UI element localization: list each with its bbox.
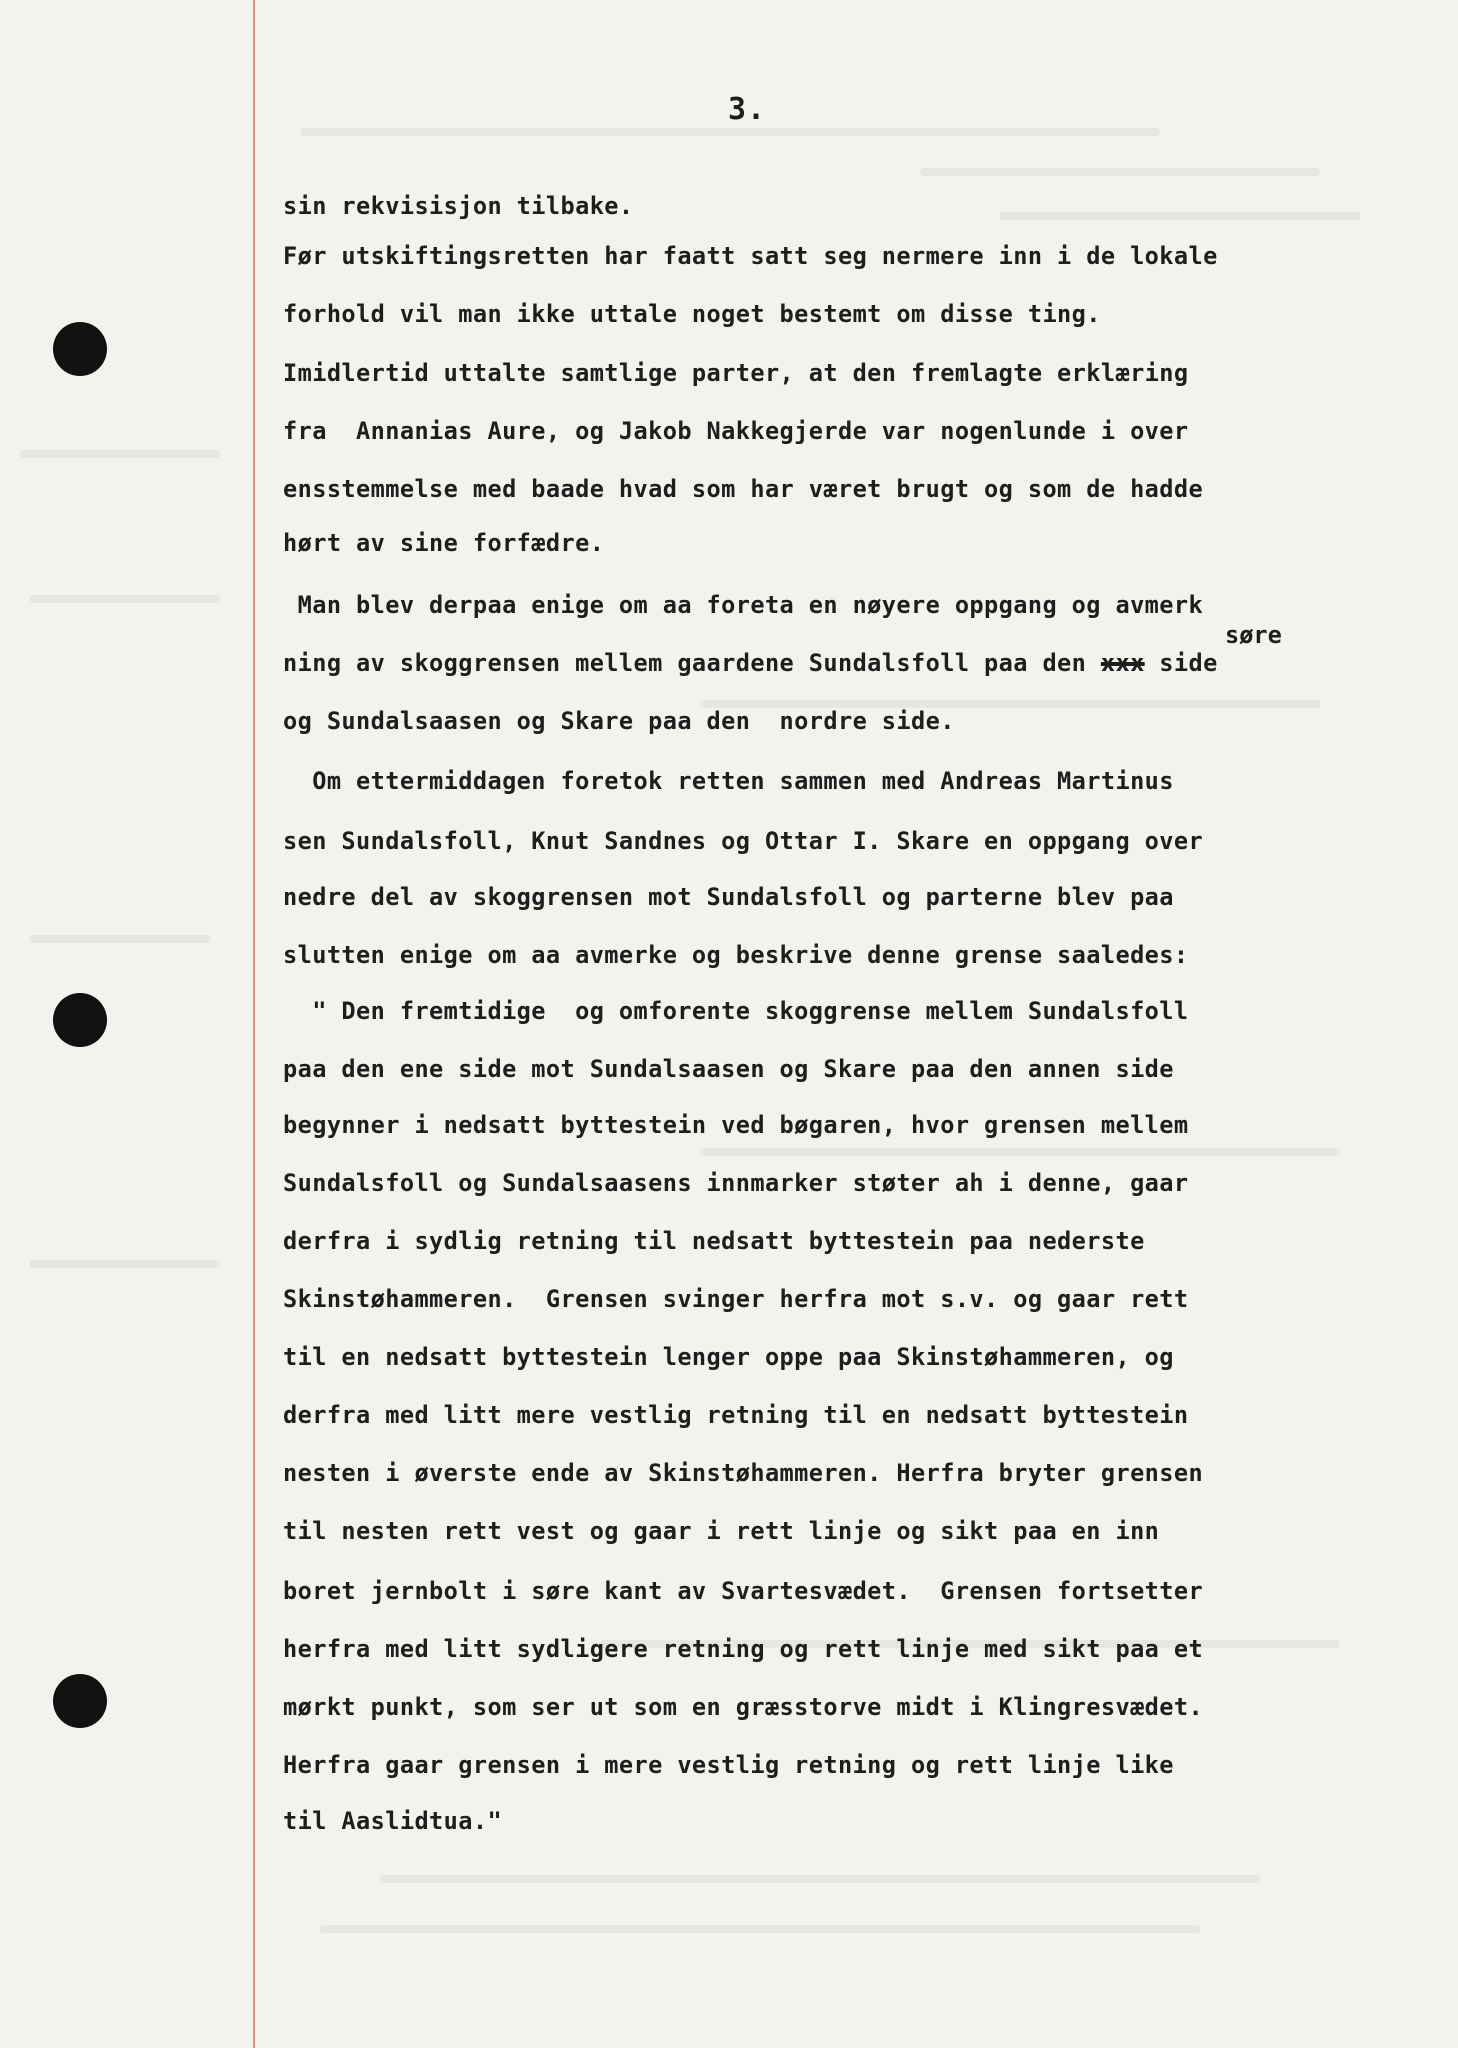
interlinear-insert: søre [1225,621,1282,649]
text-line: og Sundalsaasen og Skare paa den nordre side. [283,707,955,735]
text-line: boret jernbolt i søre kant av Svartesvædet. Grensen fortsetter [283,1577,1204,1605]
text-segment: ning av skoggrensen mellem gaardene Sundalsfoll paa den [283,649,1101,677]
text-line: nesten i øverste ende av Skinstøhammeren. Herfra bryter grensen [283,1459,1204,1487]
text-line: ensstemmelse med baade hvad som har været brugt og som de hadde [283,475,1204,503]
text-line: Man blev derpaa enige om aa foreta en nøyere oppgang og avmerk [283,591,1204,619]
text-line: til en nedsatt byttestein lenger oppe paa Skinstøhammeren, og [283,1343,1174,1371]
text-line: til nesten rett vest og gaar i rett linje og sikt paa en inn [283,1517,1160,1545]
text-line: nedre del av skoggrensen mot Sundalsfoll og parterne blev paa [283,883,1174,911]
text-line-with-strikeout [283,649,1218,677]
text-line: hørt av sine forfædre. [283,529,605,557]
text-line: derfra i sydlig retning til nedsatt byttestein paa nederste [283,1227,1145,1255]
text-line: " Den fremtidige og omforente skoggrense mellem Sundalsfoll [283,997,1189,1025]
page-number: 3. [728,92,767,127]
text-line: Imidlertid uttalte samtlige parter, at den fremlagte erklæring [283,359,1189,387]
text-line: mørkt punkt, som ser ut som en græsstorve midt i Klingresvædet. [283,1693,1204,1721]
struck-text: xxx [1100,649,1145,677]
margin-rule [253,0,255,2048]
punch-hole [53,322,107,376]
text-line: paa den ene side mot Sundalsaasen og Skare paa den annen side [283,1055,1174,1083]
text-segment: side [1144,649,1218,677]
punch-hole [53,993,107,1047]
punch-hole [53,1674,107,1728]
text-line: Sundalsfoll og Sundalsaasens innmarker støter ah i denne, gaar [283,1169,1189,1197]
text-line: forhold vil man ikke uttale noget bestemt om disse ting. [283,300,1101,328]
text-line: derfra med litt mere vestlig retning til en nedsatt byttestein [283,1401,1189,1429]
text-line: Skinstøhammeren. Grensen svinger herfra mot s.v. og gaar rett [283,1285,1189,1313]
text-line: slutten enige om aa avmerke og beskrive denne grense saaledes: [283,941,1189,969]
text-line: Om ettermiddagen foretok retten sammen med Andreas Martinus [283,767,1174,795]
text-line: Herfra gaar grensen i mere vestlig retning og rett linje like [283,1751,1174,1779]
text-line: til Aaslidtua." [283,1807,503,1835]
text-line: begynner i nedsatt byttestein ved bøgaren, hvor grensen mellem [283,1111,1189,1139]
text-line: fra Annanias Aure, og Jakob Nakkegjerde var nogenlunde i over [283,417,1189,445]
text-line: sen Sundalsfoll, Knut Sandnes og Ottar I. Skare en oppgang over [283,827,1204,855]
text-line: Før utskiftingsretten har faatt satt seg nermere inn i de lokale [283,242,1218,270]
text-line: sin rekvisisjon tilbake. [283,192,634,220]
text-line: herfra med litt sydligere retning og rett linje med sikt paa et [283,1635,1204,1663]
